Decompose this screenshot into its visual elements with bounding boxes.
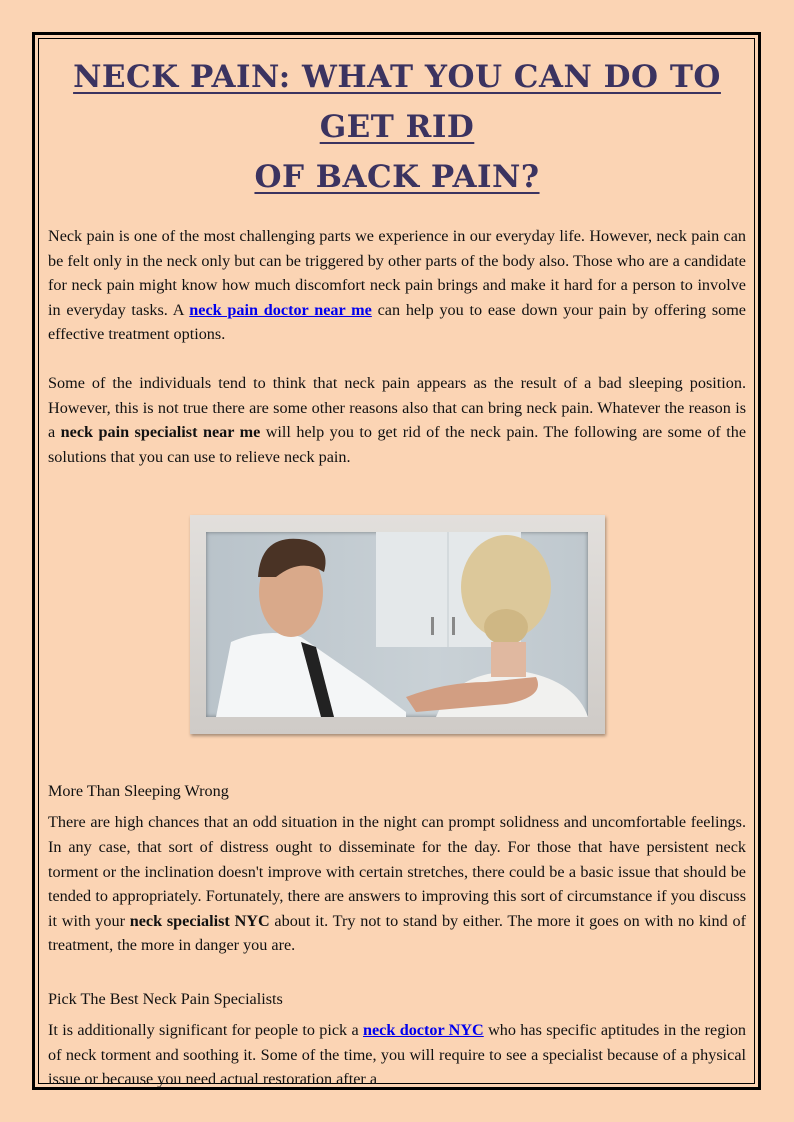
title-line-2: OF BACK PAIN?	[254, 159, 540, 195]
neck-doctor-nyc-link[interactable]: neck doctor NYC	[362, 1020, 484, 1039]
text: can help you to ease down your pain by offering some effective treatment options.	[48, 300, 746, 344]
section2-paragraph	[48, 1018, 746, 1092]
text: Some of the individuals tend to think that neck pain appears as the result of a bad sleeping position. However, this is not true there are some other reasons also that can bring neck pain. Whatever the reason is a	[48, 373, 746, 442]
photo-frame	[190, 515, 605, 734]
page-title	[40, 52, 754, 202]
second-paragraph	[48, 371, 746, 469]
text: It is additionally significant for people to pick a	[48, 1020, 363, 1039]
text: about it. Try not to stand by either. The more it goes on with no kind of treatment, the more in danger you are.	[48, 911, 746, 955]
text: will help you to get rid of the neck pain. The following are some of the solutions that you can use to relieve neck pain.	[48, 423, 746, 466]
photo-illustration	[206, 532, 588, 717]
intro-paragraph	[48, 224, 746, 347]
bold-text: neck specialist NYC	[129, 911, 270, 930]
text: There are high chances that an odd situation in the night can prompt solidness and uncomfortable feelings. In any case, that sort of distress ought to disseminate for the day. For those that have persistent neck torment or the inclination doesn't improve with certain stretches, there could be a basic issue that should be tended to appropriately. Fortunately, there are answers to improving this sort of circumstance if you discuss it with your	[48, 813, 746, 930]
section1-paragraph	[48, 810, 746, 958]
neck-pain-doctor-link[interactable]: neck pain doctor near me	[189, 300, 372, 319]
bold-text: neck pain specialist near me	[60, 423, 261, 442]
section-heading-sleeping-wrong: More Than Sleeping Wrong	[48, 782, 229, 801]
doctor-patient-photo	[206, 532, 588, 717]
section-heading-pick-specialists: Pick The Best Neck Pain Specialists	[48, 989, 283, 1008]
text: Neck pain is one of the most challenging parts we experience in our everyday life. However, neck pain can be felt only in the neck only but can be triggered by other parts of the body also. Those who are a candidate for neck pain might know how much discomfort neck pain brings and make it hard for a person to involve in everyday tasks. A	[48, 227, 746, 319]
text: who has specific aptitudes in the region of neck torment and soothing it. Some of the time, you will require to see a specialist because of a physical issue or because you need actual restoration after a	[48, 1020, 747, 1089]
title-line-1: NECK PAIN: WHAT YOU CAN DO TO GET RID	[73, 59, 721, 145]
